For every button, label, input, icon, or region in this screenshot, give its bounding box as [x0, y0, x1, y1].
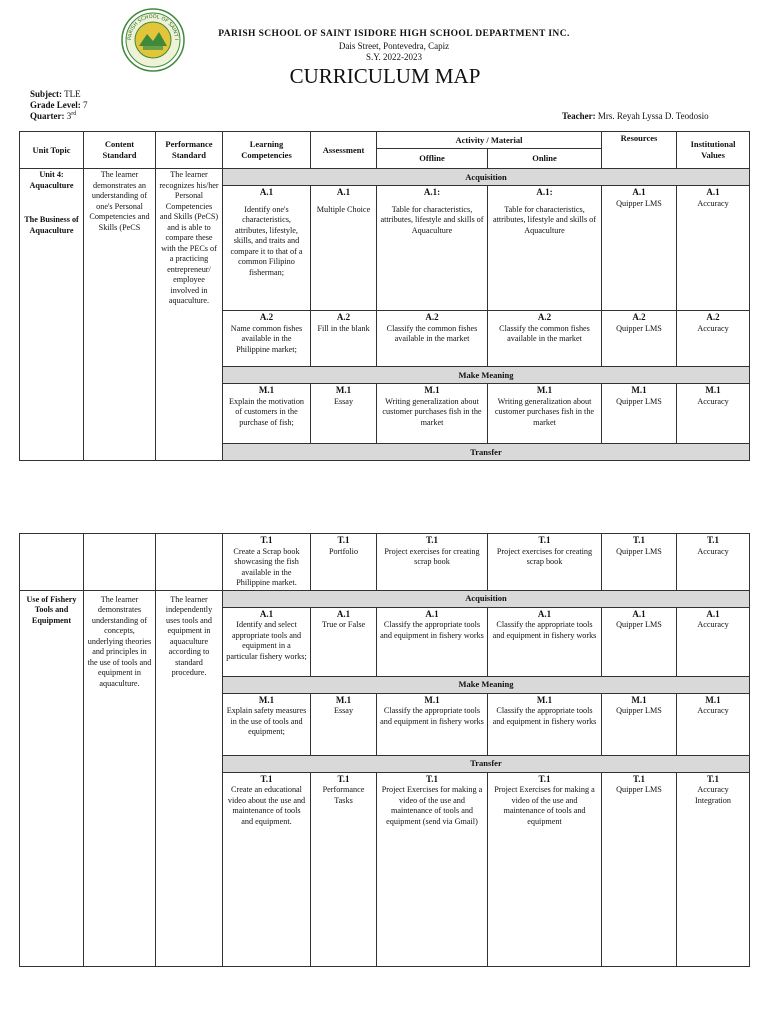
- performance-standard-cell: The learner independently uses tools and equipment in aquaculture according to standard procedure.: [156, 590, 223, 966]
- resources-code: A.1: [632, 187, 646, 197]
- online-cell: [488, 607, 602, 676]
- quarter-label: Quarter:: [30, 111, 65, 121]
- online-cell: [488, 311, 602, 367]
- online-code: A.1:: [536, 187, 553, 197]
- resources-code: A.1: [632, 608, 646, 619]
- competency-text: Name common fishes available in the Philippine market;: [230, 323, 303, 354]
- offline-text: Classify the common fishes available in the market: [386, 323, 478, 344]
- competency-text: Identify and select appropriate tools and equipment in a particular fishery works;: [226, 620, 307, 661]
- offline-text: Project Exercises for making a video of the use and maintenance of tools and equipment (send via Gmail): [381, 785, 483, 826]
- col-header-content-standard: Content Standard: [84, 132, 156, 169]
- offline-code: T.1: [425, 773, 439, 784]
- offline-code: T.1: [425, 535, 439, 545]
- offline-code: A.1:: [423, 187, 441, 197]
- unit-topic-empty-cell: [20, 534, 84, 591]
- values-text: Accuracy: [697, 323, 729, 333]
- online-code: M.1: [536, 385, 553, 395]
- offline-code: A.1: [425, 608, 439, 619]
- online-cell: [488, 534, 602, 591]
- assessment-code: A.2: [336, 312, 351, 322]
- school-seal-logo: [121, 8, 185, 72]
- band-acquisition: Acquisition: [223, 590, 750, 607]
- values-code: A.1: [706, 608, 720, 619]
- col-header-unit-topic: Unit Topic: [20, 132, 84, 169]
- resources-cell: [602, 186, 677, 311]
- subject-label: Subject:: [30, 89, 62, 99]
- online-code: A.1: [537, 608, 552, 619]
- offline-text: Writing generalization about customer purchases fish in the market: [382, 396, 482, 427]
- resources-cell: [602, 534, 677, 591]
- resources-code: M.1: [631, 385, 647, 395]
- col-header-online: Online: [488, 149, 602, 169]
- values-code: M.1: [705, 694, 721, 705]
- values-text: Accuracy: [697, 198, 729, 208]
- online-cell: [488, 186, 602, 311]
- competency-cell: [223, 693, 311, 755]
- assessment-cell: [311, 186, 377, 311]
- assessment-cell: [311, 311, 377, 367]
- performance-standard-empty-cell: [156, 534, 223, 591]
- competency-code: M.1: [258, 694, 275, 705]
- grade-value: 7: [83, 100, 88, 110]
- competency-cell: [223, 186, 311, 311]
- resources-code: T.1: [632, 535, 646, 545]
- values-text: Accuracy Integration: [695, 785, 731, 805]
- offline-cell: [377, 772, 488, 966]
- assessment-cell: [311, 384, 377, 444]
- assessment-text: Fill in the blank: [317, 323, 370, 333]
- values-cell: [677, 186, 750, 311]
- subject-line: [30, 89, 81, 99]
- competency-cell: [223, 384, 311, 444]
- unit-topic-cell: [20, 169, 84, 461]
- online-text: Project exercises for creating scrap book: [496, 546, 593, 567]
- offline-cell: [377, 693, 488, 755]
- competency-code: M.1: [258, 385, 275, 395]
- resources-cell: [602, 772, 677, 966]
- online-text: Table for characteristics, attributes, lifestyle and skills of Aquaculture: [492, 204, 596, 235]
- values-text: Accuracy: [697, 546, 729, 556]
- offline-code: M.1: [424, 385, 440, 395]
- competency-text: Create an educational video about the use and maintenance of tools and equipment.: [227, 785, 306, 826]
- curriculum-table-unit-4: [19, 131, 750, 461]
- values-code: A.1: [706, 187, 720, 197]
- assessment-text: Essay: [333, 396, 354, 406]
- content-standard-cell: The learner demonstrates understanding of concepts, underlying theories and principles in the use of tools and equipment in aquaculture.: [84, 590, 156, 966]
- unit-label: Unit 4: Aquaculture: [29, 170, 74, 190]
- school-name: PARISH SCHOOL OF SAINT ISIDORE HIGH SCHOOL DEPARTMENT INC.: [218, 29, 570, 39]
- offline-cell: [377, 384, 488, 444]
- offline-text: Classify the appropriate tools and equipment in fishery works: [380, 620, 484, 640]
- assessment-cell: [311, 534, 377, 591]
- resources-cell: [602, 311, 677, 367]
- values-cell: [677, 311, 750, 367]
- band-make-meaning: Make Meaning: [223, 367, 750, 384]
- assessment-text: True or False: [321, 620, 366, 630]
- online-text: Classify the appropriate tools and equipment in fishery works: [492, 620, 597, 640]
- competency-cell: [223, 311, 311, 367]
- resources-text: Quipper LMS: [616, 785, 662, 795]
- band-transfer: Transfer: [223, 444, 750, 461]
- competency-code: A.1: [259, 608, 274, 619]
- online-cell: [488, 772, 602, 966]
- col-header-performance-standard: Performance Standard: [156, 132, 223, 169]
- col-header-learning-competencies: Learning Competencies: [223, 132, 311, 169]
- grade-line: [30, 100, 88, 110]
- competency-text: Explain the motivation of customers in the purchase of fish;: [228, 396, 305, 427]
- assessment-code: A.1: [336, 187, 351, 197]
- competency-code: A.2: [259, 312, 274, 322]
- values-cell: [677, 534, 750, 591]
- teacher-line: [562, 111, 709, 121]
- online-code: A.2: [537, 312, 552, 322]
- col-header-resources: Resources: [602, 132, 677, 169]
- assessment-text: Multiple Choice: [316, 204, 371, 214]
- resources-text: Quipper LMS: [616, 198, 662, 208]
- col-header-assessment: Assessment: [311, 132, 377, 169]
- content-standard-empty-cell: [84, 534, 156, 591]
- assessment-code: M.1: [335, 385, 352, 395]
- resources-cell: [602, 384, 677, 444]
- online-cell: [488, 693, 602, 755]
- values-code: M.1: [705, 385, 721, 395]
- offline-text: Table for characteristics, attributes, lifestyle and skills of Aquaculture: [380, 204, 484, 235]
- seal-text: PARISH SCHOOL OF SAINT I: [126, 13, 180, 41]
- competency-cell: [223, 534, 311, 591]
- col-header-offline: Offline: [377, 149, 488, 169]
- band-make-meaning: Make Meaning: [223, 676, 750, 693]
- competency-text: Identify one's characteristics, attributes, lifestyle, skills, and traits and compare it to that of a common Filipino fisherman;: [230, 204, 303, 277]
- performance-standard-cell: The learner recognizes his/her Personal Competencies and Skills (PeCS) and is able to compare these with the PECs of a practicing entrepreneur/ employee involved in aquaculture.: [156, 169, 223, 461]
- competency-text: Explain safety measures in the use of tools and equipment;: [226, 706, 307, 737]
- competency-code: A.1: [259, 187, 274, 197]
- teacher-value: Mrs. Reyah Lyssa D. Teodosio: [597, 111, 709, 121]
- band-transfer: Transfer: [223, 755, 750, 772]
- subject-value: TLE: [64, 89, 81, 99]
- offline-code: A.2: [425, 312, 439, 322]
- offline-text: Project exercises for creating scrap book: [384, 546, 480, 567]
- assessment-text: Performance Tasks: [322, 785, 365, 805]
- values-text: Accuracy: [697, 620, 729, 630]
- assessment-code: T.1: [337, 773, 350, 784]
- resources-code: A.2: [632, 312, 646, 322]
- offline-cell: [377, 534, 488, 591]
- assessment-cell: [311, 772, 377, 966]
- values-text: Accuracy: [697, 396, 729, 406]
- unit-topic-name: The Business of Aquaculture: [24, 215, 79, 235]
- competency-cell: [223, 607, 311, 676]
- values-code: A.2: [706, 312, 720, 322]
- values-cell: [677, 607, 750, 676]
- online-code: T.1: [538, 535, 551, 545]
- values-code: T.1: [706, 535, 720, 545]
- values-cell: [677, 772, 750, 966]
- table-row: [20, 534, 750, 591]
- col-header-activity-material: Activity / Material: [377, 132, 602, 149]
- values-cell: [677, 384, 750, 444]
- unit-topic-cell: Use of Fishery Tools and Equipment: [20, 590, 84, 966]
- competency-code: T.1: [260, 535, 273, 545]
- values-text: Accuracy: [697, 706, 729, 716]
- online-code: M.1: [536, 694, 553, 705]
- page-title: CURRICULUM MAP: [289, 64, 481, 88]
- competency-text: Create a Scrap book showcasing the fish available in the Philippine market.: [233, 546, 300, 588]
- resources-code: T.1: [632, 773, 646, 784]
- curriculum-table-unit-4-continued: [19, 533, 750, 967]
- assessment-code: A.1: [336, 608, 351, 619]
- quarter-value: 3: [66, 111, 72, 121]
- school-address: Dais Street, Pontevedra, Capiz: [338, 41, 450, 51]
- resources-text: Quipper LMS: [616, 396, 662, 406]
- assessment-code: M.1: [335, 694, 352, 705]
- competency-cell: [223, 772, 311, 966]
- resources-code: M.1: [631, 694, 647, 705]
- assessment-cell: [311, 607, 377, 676]
- teacher-label: Teacher:: [562, 111, 596, 121]
- online-text: Classify the common fishes available in the market: [499, 323, 590, 344]
- resources-cell: [602, 693, 677, 755]
- online-cell: [488, 384, 602, 444]
- assessment-cell: [311, 693, 377, 755]
- online-code: T.1: [538, 773, 551, 784]
- quarter-line: [30, 111, 76, 121]
- competency-code: T.1: [260, 773, 273, 784]
- band-acquisition: Acquisition: [223, 169, 750, 186]
- resources-text: Quipper LMS: [616, 323, 662, 333]
- values-code: T.1: [706, 773, 720, 784]
- grade-label: Grade Level:: [30, 100, 81, 110]
- offline-cell: [377, 186, 488, 311]
- offline-text: Classify the appropriate tools and equipment in fishery works: [380, 706, 484, 726]
- school-year: S.Y. 2022-2023: [365, 52, 423, 62]
- assessment-code: T.1: [337, 535, 350, 545]
- assessment-text: Portfolio: [328, 546, 359, 556]
- values-cell: [677, 693, 750, 755]
- offline-cell: [377, 607, 488, 676]
- resources-text: Quipper LMS: [616, 706, 662, 716]
- online-text: Project Exercises for making a video of the use and maintenance of tools and equipment: [494, 785, 595, 826]
- quarter-suffix: rd: [71, 111, 77, 117]
- offline-code: M.1: [424, 694, 440, 705]
- online-text: Writing generalization about customer purchases fish in the market: [494, 396, 595, 427]
- resources-text: Quipper LMS: [616, 620, 662, 630]
- resources-cell: [602, 607, 677, 676]
- offline-cell: [377, 311, 488, 367]
- resources-text: Quipper LMS: [616, 546, 662, 556]
- online-text: Classify the appropriate tools and equipment in fishery works: [492, 706, 597, 726]
- content-standard-cell: The learner demonstrates an understanding of one's Personal Competencies and Skills (PeCS: [84, 169, 156, 461]
- assessment-text: Essay: [333, 706, 354, 716]
- col-header-institutional-values: Institutional Values: [677, 132, 750, 169]
